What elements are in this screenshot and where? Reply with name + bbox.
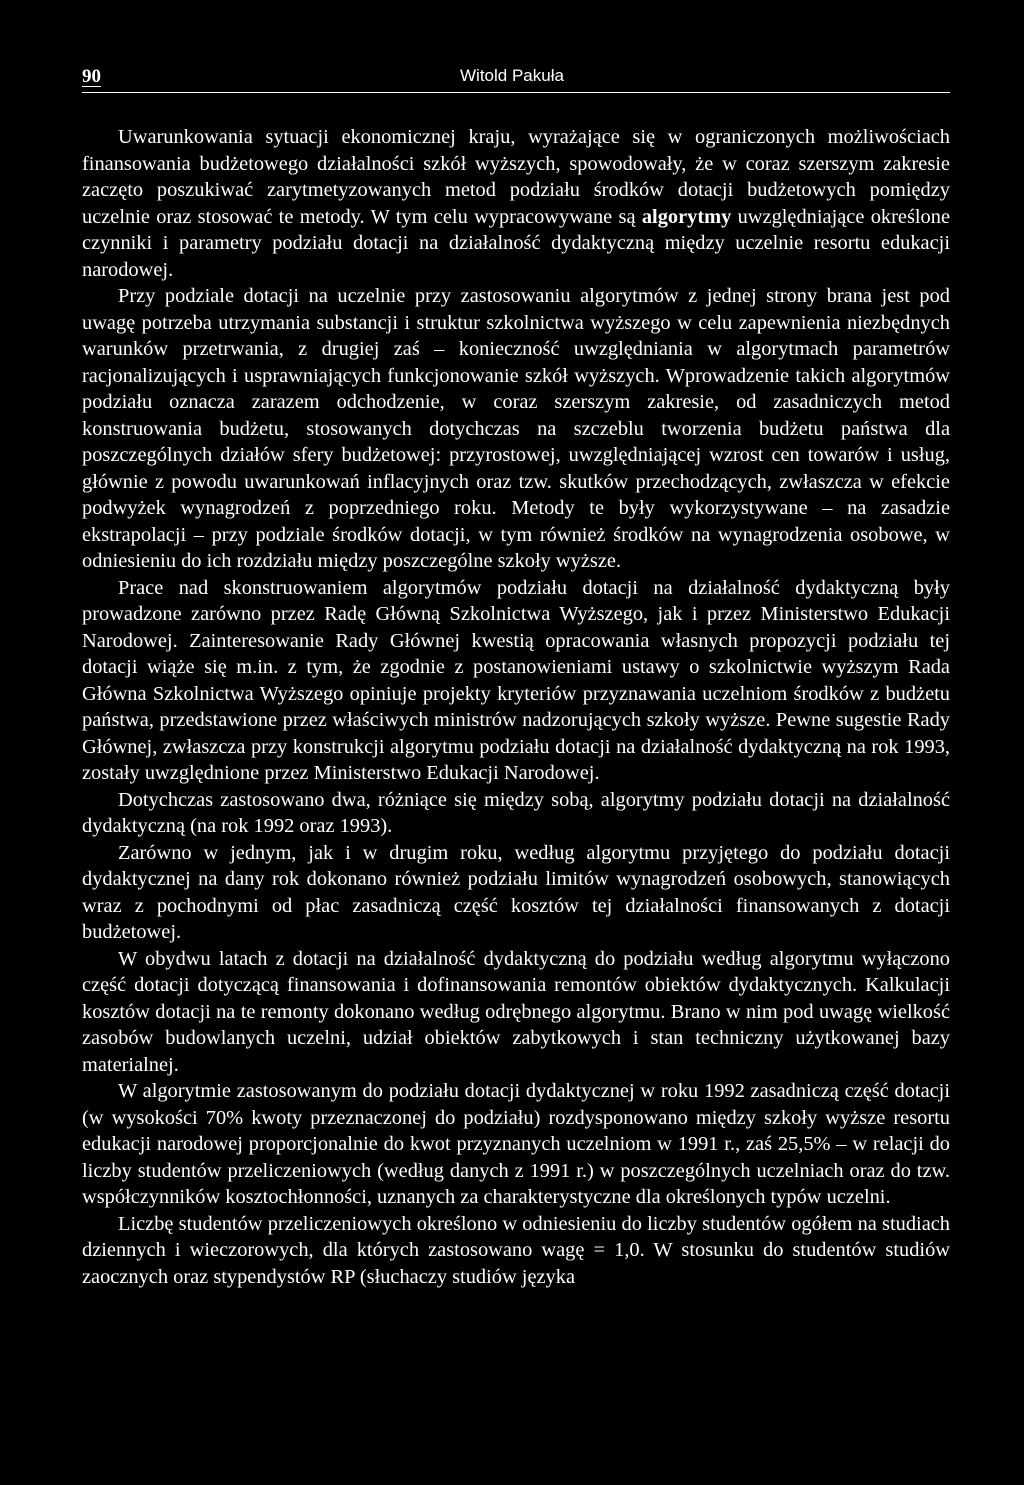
running-head-author: Witold Pakuła (460, 66, 564, 85)
document-page (82, 62, 950, 1462)
page-number: 90 (82, 66, 101, 87)
bold-term-algorytmy: algorytmy (641, 205, 732, 228)
paragraph: Liczbę studentów przeliczeniowych określono w odniesieniu do liczby studentów ogółem na studiach dziennych i wieczorowych, dla których zastosowano wagę = 1,0. W stosunku do studentów studiów zaocznych oraz stypendystów RP (słuchaczy studiów języka (82, 1212, 950, 1288)
body-text (82, 124, 950, 1290)
paragraph: Prace nad skonstruowaniem algorytmów podziału dotacji na działalność dydaktyczną były prowadzone zarówno przez Radę Główną Szkolnictwa Wyższego, jak i przez Ministerstwo Edukacji Narodowej. Zainteresowanie Rady Głównej kwestią opracowania własnych propozycji podziału tej dotacji wiąże się m.in. z tym, że zgodnie z postanowieniami ustawy o szkolnictwie wyższym Rada Główna Szkolnictwa Wyższego opiniuje projekty kryteriów przyznawania uczelniom środków z budżetu państwa, przedstawione przez właściwych ministrów nadzorujących szkoły wyższe. Pewne sugestie Rady Głównej, zwłaszcza przy konstrukcji algorytmu podziału dotacji na działalność dydaktyczną na rok 1993, zostały uwzględnione przez Ministerstwo Edukacji Narodowej. (82, 576, 950, 784)
paragraph: Przy podziale dotacji na uczelnie przy zastosowaniu algorytmów z jednej strony brana jest pod uwagę potrzeba utrzymania substancji i struktur szkolnictwa wyższego w celu zapewnienia niezbędnych warunków przetrwania, z drugiej zaś – konieczność uwzględniania w algorytmach parametrów racjonalizujących i usprawniających funkcjonowanie szkół wyższych. Wprowadzenie takich algorytmów podziału oznacza zarazem odchodzenie, w coraz szerszym zakresie, od zasadniczych metod konstruowania budżetu, stosowanych dotychczas na szczeblu tworzenia budżetu państwa dla poszczególnych działów sfery budżetowej: przyrostowej, uwzględniającej wzrost cen towarów i usług, głównie z powodu uwarunkowań inflacyjnych oraz tzw. skutków przechodzących, zwłaszcza w efekcie podwyżek wynagrodzeń z poprzedniego roku. Metody te były wykorzystywane – na zasadzie ekstrapolacji – przy podziale środków dotacji, w tym również środków na wynagrodzenia osobowe, w odniesieniu do ich rozdziału między poszczególne szkoły wyższe. (82, 285, 950, 572)
paragraph: W obydwu latach z dotacji na działalność dydaktyczną do podziału według algorytmu wyłączono część dotacji dotyczącą finansowania i dofinansowania remontów obiektów dydaktycznych. Kalkulacji kosztów dotacji na te remonty dokonano według odrębnego algorytmu. Brano w nim pod uwagę wielkość zasobów budowlanych uczelni, udział obiektów zabytkowych i stan techniczny użytkowanej bazy materialnej. (82, 947, 950, 1076)
paragraph-text: uwzględniające określone czynniki i parametry podziału dotacji na działalność dydaktyczną między uczelnie resortu edukacji narodowej. (82, 205, 950, 281)
paragraph-text: Uwarunkowania sytuacji ekonomicznej kraju, wyrażające się w ograniczonych możliwościach finansowania budżetowego działalności szkół wyższych, spowodowały, że w coraz szerszym zakresie zaczęto poszukiwać zarytmetyzowanych metod podziału środków dotacji budżetowych pomiędzy uczelnie oraz stosować te metody. W tym celu wypracowywane są (82, 126, 950, 228)
paragraph (82, 124, 950, 283)
paragraph: W algorytmie zastosowanym do podziału dotacji dydaktycznej w roku 1992 zasadniczą część dotacji (w wysokości 70% kwoty przeznaczonej do podziału) rozdysponowano między szkoły wyższe resortu edukacji narodowej proporcjonalnie do kwot przyznanych uczelniom w 1991 r., zaś 25,5% – w relacji do liczby studentów przeliczeniowych (według danych z 1991 r.) w poszczególnych uczelniach oraz do tzw. współczynników kosztochłonności, uznanych za charakterystyczne dla określonych typów uczelni. (82, 1080, 950, 1208)
paragraph: Zarówno w jednym, jak i w drugim roku, według algorytmu przyjętego do podziału dotacji dydaktycznej na dany rok dokonano również podziału limitów wynagrodzeń osobowych, stanowiących wraz z pochodnymi od płac zasadniczą część kosztów tej działalności finansowanych z dotacji budżetowej. (82, 841, 950, 943)
paragraph: Dotychczas zastosowano dwa, różniące się między sobą, algorytmy podziału dotacji na działalność dydaktyczną (na rok 1992 oraz 1993). (82, 788, 950, 837)
running-header (82, 62, 950, 93)
